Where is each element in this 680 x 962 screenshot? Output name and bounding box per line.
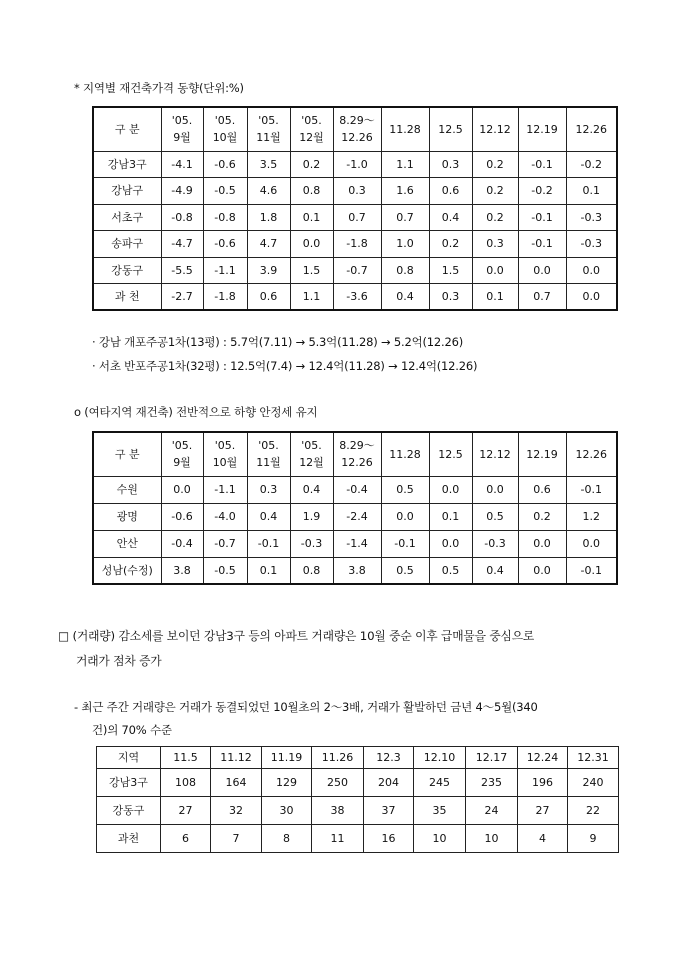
table-cell: 10 <box>466 825 518 853</box>
table-cell: 30 <box>262 797 312 825</box>
column-header-line2: 9월 <box>173 456 191 470</box>
table-cell: -0.3 <box>566 204 617 231</box>
table-row <box>93 557 617 584</box>
table-cell: -0.1 <box>518 151 566 178</box>
column-header-line2: 12월 <box>299 456 324 470</box>
row-label: 성남(수정) <box>93 557 161 584</box>
table-cell: 129 <box>262 769 312 797</box>
column-header-line2: 10월 <box>212 456 238 470</box>
table-cell: 235 <box>466 769 518 797</box>
table-cell: 16 <box>364 825 414 853</box>
table-header-row <box>97 747 619 769</box>
table-cell: -1.1 <box>203 476 247 503</box>
table-cell: 250 <box>312 769 364 797</box>
table-cell: 0.3 <box>472 231 518 258</box>
weekly-volume-note: - 최근 주간 거래량은 거래가 동결되었던 10월초의 2～3배, 거래가 활발하던 금년 4～5월(340 <box>74 700 538 714</box>
table-cell: 0.2 <box>472 204 518 231</box>
note-banpo: · 서초 반포주공1차(32평) : 12.5억(7.4) → 12.4억(11.28) → 12.4억(12.26) <box>92 359 478 373</box>
table-cell: 7 <box>211 825 262 853</box>
table-row <box>93 178 617 205</box>
table-cell: -1.8 <box>333 231 381 258</box>
table-row <box>93 204 617 231</box>
table-cell: 38 <box>312 797 364 825</box>
column-header-line1: '05. <box>301 439 322 453</box>
table-cell: 0.3 <box>429 151 472 178</box>
table-cell: -0.3 <box>472 530 518 557</box>
column-header-line1: '05. <box>214 439 236 453</box>
table-cell: 11 <box>312 825 364 853</box>
table-cell: 0.1 <box>247 557 290 584</box>
table-cell: -1.8 <box>203 284 247 311</box>
table-cell: 37 <box>364 797 414 825</box>
table-cell: 32 <box>211 797 262 825</box>
table-cell: 204 <box>364 769 414 797</box>
note-gaepo: · 강남 개포주공1차(13평) : 5.7억(7.11) → 5.3억(11.28) → 5.2억(12.26) <box>92 335 464 349</box>
table-cell: 0.4 <box>472 557 518 584</box>
table-cell: -1.4 <box>333 530 381 557</box>
price-trend-table <box>92 106 618 311</box>
table-row <box>93 503 617 530</box>
table-row <box>93 151 617 178</box>
table-cell: -0.7 <box>203 530 247 557</box>
table-cell: 0.7 <box>333 204 381 231</box>
table-cell: 4 <box>518 825 568 853</box>
column-header: 11.28 <box>381 107 429 151</box>
table-cell: 245 <box>414 769 466 797</box>
column-header-line1: '05. <box>171 114 193 128</box>
table-cell: 108 <box>161 769 211 797</box>
column-header: 12.12 <box>472 107 518 151</box>
table-cell: 24 <box>466 797 518 825</box>
column-header-line1: 8.29～ <box>339 439 375 453</box>
table-cell: -0.4 <box>161 530 203 557</box>
row-label: 강남3구 <box>93 151 161 178</box>
table-cell: 27 <box>518 797 568 825</box>
table-cell: -4.7 <box>161 231 203 258</box>
row-label: 과 천 <box>93 284 161 311</box>
table-cell: 0.6 <box>247 284 290 311</box>
table-cell: 0.0 <box>429 530 472 557</box>
row-label: 강동구 <box>97 797 161 825</box>
column-header: 12.5 <box>429 107 472 151</box>
table-cell: 0.3 <box>247 476 290 503</box>
table-cell: -0.4 <box>333 476 381 503</box>
table-row <box>93 530 617 557</box>
table-cell: 1.1 <box>290 284 333 311</box>
table-cell: 0.8 <box>290 178 333 205</box>
row-label: 수원 <box>93 476 161 503</box>
table-cell: 9 <box>568 825 619 853</box>
table-cell: 0.0 <box>472 476 518 503</box>
table-cell: 0.0 <box>161 476 203 503</box>
column-header-line2: 12.26 <box>341 456 373 470</box>
table-cell: 1.9 <box>290 503 333 530</box>
table-cell: -5.5 <box>161 257 203 284</box>
table-row <box>97 769 619 797</box>
table-cell: 0.8 <box>290 557 333 584</box>
table-cell: 0.4 <box>247 503 290 530</box>
column-header: 구 분 <box>93 107 161 151</box>
table-cell: 0.1 <box>429 503 472 530</box>
row-label: 강남구 <box>93 178 161 205</box>
column-header-line1: '05. <box>214 114 236 128</box>
column-header: 11.12 <box>211 747 262 769</box>
table-cell: -1.0 <box>333 151 381 178</box>
table-cell: 0.8 <box>381 257 429 284</box>
table-cell: -0.5 <box>203 178 247 205</box>
table-row <box>97 825 619 853</box>
table-cell: -0.1 <box>518 231 566 258</box>
table-cell: -0.1 <box>566 476 617 503</box>
row-label: 서초구 <box>93 204 161 231</box>
table-cell: -0.6 <box>203 151 247 178</box>
row-label: 송파구 <box>93 231 161 258</box>
column-header <box>333 432 381 476</box>
table-cell: 3.8 <box>161 557 203 584</box>
column-header: 11.28 <box>381 432 429 476</box>
table-cell: -0.8 <box>203 204 247 231</box>
table-cell: 0.6 <box>518 476 566 503</box>
column-header-line2: 9월 <box>173 131 191 145</box>
table-cell: 240 <box>568 769 619 797</box>
table-cell: -0.5 <box>203 557 247 584</box>
table-cell: 1.5 <box>290 257 333 284</box>
column-header: 지역 <box>97 747 161 769</box>
table-cell: 0.3 <box>333 178 381 205</box>
table-cell: 0.2 <box>472 151 518 178</box>
column-header <box>161 432 203 476</box>
table-cell: 4.6 <box>247 178 290 205</box>
row-label: 광명 <box>93 503 161 530</box>
table-cell: 0.2 <box>290 151 333 178</box>
table-cell: 0.7 <box>518 284 566 311</box>
column-header: 12.5 <box>429 432 472 476</box>
row-label: 강남3구 <box>97 769 161 797</box>
table-cell: -0.3 <box>290 530 333 557</box>
table-cell: 27 <box>161 797 211 825</box>
column-header <box>290 432 333 476</box>
table-cell: 0.2 <box>518 503 566 530</box>
table-cell: 35 <box>414 797 466 825</box>
table-cell: -1.1 <box>203 257 247 284</box>
table-cell: 0.0 <box>518 557 566 584</box>
table-cell: -0.1 <box>381 530 429 557</box>
table-cell: 164 <box>211 769 262 797</box>
column-header-line1: 8.29～ <box>339 114 375 128</box>
table-cell: -0.3 <box>566 231 617 258</box>
table-cell: -0.2 <box>566 151 617 178</box>
column-header-line2: 12.26 <box>341 131 373 145</box>
column-header: 12.17 <box>466 747 518 769</box>
table-cell: 0.0 <box>566 284 617 311</box>
weekly-volume-note-cont: 건)의 70% 수준 <box>92 723 172 737</box>
table-cell: 0.0 <box>429 476 472 503</box>
column-header: 12.31 <box>568 747 619 769</box>
table-cell: -0.1 <box>247 530 290 557</box>
table-cell: 0.1 <box>290 204 333 231</box>
table-cell: 0.0 <box>566 530 617 557</box>
table-cell: 1.6 <box>381 178 429 205</box>
table-cell: 0.0 <box>518 257 566 284</box>
table-cell: -4.1 <box>161 151 203 178</box>
table-cell: -3.6 <box>333 284 381 311</box>
table-cell: 0.0 <box>518 530 566 557</box>
column-header <box>203 432 247 476</box>
table-cell: -0.8 <box>161 204 203 231</box>
table-cell: 22 <box>568 797 619 825</box>
table-header-row <box>93 432 617 476</box>
table-cell: 0.3 <box>429 284 472 311</box>
column-header-line2: 10월 <box>212 131 238 145</box>
column-header: 11.5 <box>161 747 211 769</box>
column-header-line1: '05. <box>171 439 193 453</box>
column-header <box>290 107 333 151</box>
table-cell: 3.9 <box>247 257 290 284</box>
column-header-line2: 12월 <box>299 131 324 145</box>
table-cell: -2.7 <box>161 284 203 311</box>
table-cell: 3.5 <box>247 151 290 178</box>
table-cell: 8 <box>262 825 312 853</box>
table-cell: 0.4 <box>290 476 333 503</box>
table-cell: 0.2 <box>429 231 472 258</box>
table-cell: -0.6 <box>203 231 247 258</box>
column-header: 12.12 <box>472 432 518 476</box>
table-cell: 0.0 <box>472 257 518 284</box>
section1-title: * 지역별 재건축가격 동향(단위:%) <box>74 81 244 95</box>
column-header-line1: '05. <box>301 114 322 128</box>
table-row <box>93 476 617 503</box>
table-cell: 1.1 <box>381 151 429 178</box>
column-header <box>333 107 381 151</box>
table-cell: 0.0 <box>381 503 429 530</box>
column-header <box>247 107 290 151</box>
table-cell: -0.7 <box>333 257 381 284</box>
table-cell: 0.7 <box>381 204 429 231</box>
table-cell: -2.4 <box>333 503 381 530</box>
table-cell: 0.5 <box>472 503 518 530</box>
table-cell: 0.4 <box>381 284 429 311</box>
table-cell: -4.9 <box>161 178 203 205</box>
column-header-line1: '05. <box>258 439 279 453</box>
table-cell: 3.8 <box>333 557 381 584</box>
table-cell: 4.7 <box>247 231 290 258</box>
column-header <box>247 432 290 476</box>
section2-title: o (여타지역 재건축) 전반적으로 하향 안정세 유지 <box>74 405 318 419</box>
table-cell: 10 <box>414 825 466 853</box>
table-cell: 0.6 <box>429 178 472 205</box>
column-header: 12.10 <box>414 747 466 769</box>
table-cell: 0.5 <box>429 557 472 584</box>
row-label: 과천 <box>97 825 161 853</box>
table-cell: -0.1 <box>566 557 617 584</box>
column-header: 12.26 <box>566 432 617 476</box>
table-cell: 0.5 <box>381 476 429 503</box>
column-header: 12.19 <box>518 107 566 151</box>
volume-table <box>96 746 619 853</box>
table-row <box>97 797 619 825</box>
table-row <box>93 284 617 311</box>
transaction-paragraph: □ (거래량) 감소세를 보이던 강남3구 등의 아파트 거래량은 10월 중순 이후 급매물을 중심으로 <box>58 629 535 643</box>
column-header: 12.3 <box>364 747 414 769</box>
table-cell: 1.2 <box>566 503 617 530</box>
table-row <box>93 257 617 284</box>
table-cell: -0.1 <box>518 204 566 231</box>
table-cell: -4.0 <box>203 503 247 530</box>
transaction-paragraph-cont: 거래가 점차 증가 <box>76 654 162 668</box>
row-label: 안산 <box>93 530 161 557</box>
column-header-line2: 11월 <box>256 131 281 145</box>
column-header-line2: 11월 <box>256 456 281 470</box>
table-row <box>93 231 617 258</box>
table-cell: 6 <box>161 825 211 853</box>
table-cell: 196 <box>518 769 568 797</box>
row-label: 강동구 <box>93 257 161 284</box>
column-header: 구 분 <box>93 432 161 476</box>
table-cell: -0.6 <box>161 503 203 530</box>
column-header: 11.26 <box>312 747 364 769</box>
table-cell: 0.5 <box>381 557 429 584</box>
table-cell: 0.0 <box>566 257 617 284</box>
column-header-line1: '05. <box>258 114 279 128</box>
table-header-row <box>93 107 617 151</box>
table-cell: 0.1 <box>566 178 617 205</box>
table-cell: 0.4 <box>429 204 472 231</box>
other-region-table <box>92 431 618 585</box>
table-cell: 1.8 <box>247 204 290 231</box>
table-cell: 0.2 <box>472 178 518 205</box>
table-cell: 0.0 <box>290 231 333 258</box>
table-cell: 1.5 <box>429 257 472 284</box>
column-header <box>203 107 247 151</box>
column-header: 12.26 <box>566 107 617 151</box>
table-cell: -0.2 <box>518 178 566 205</box>
table-cell: 1.0 <box>381 231 429 258</box>
column-header <box>161 107 203 151</box>
table-cell: 0.1 <box>472 284 518 311</box>
column-header: 11.19 <box>262 747 312 769</box>
column-header: 12.19 <box>518 432 566 476</box>
column-header: 12.24 <box>518 747 568 769</box>
